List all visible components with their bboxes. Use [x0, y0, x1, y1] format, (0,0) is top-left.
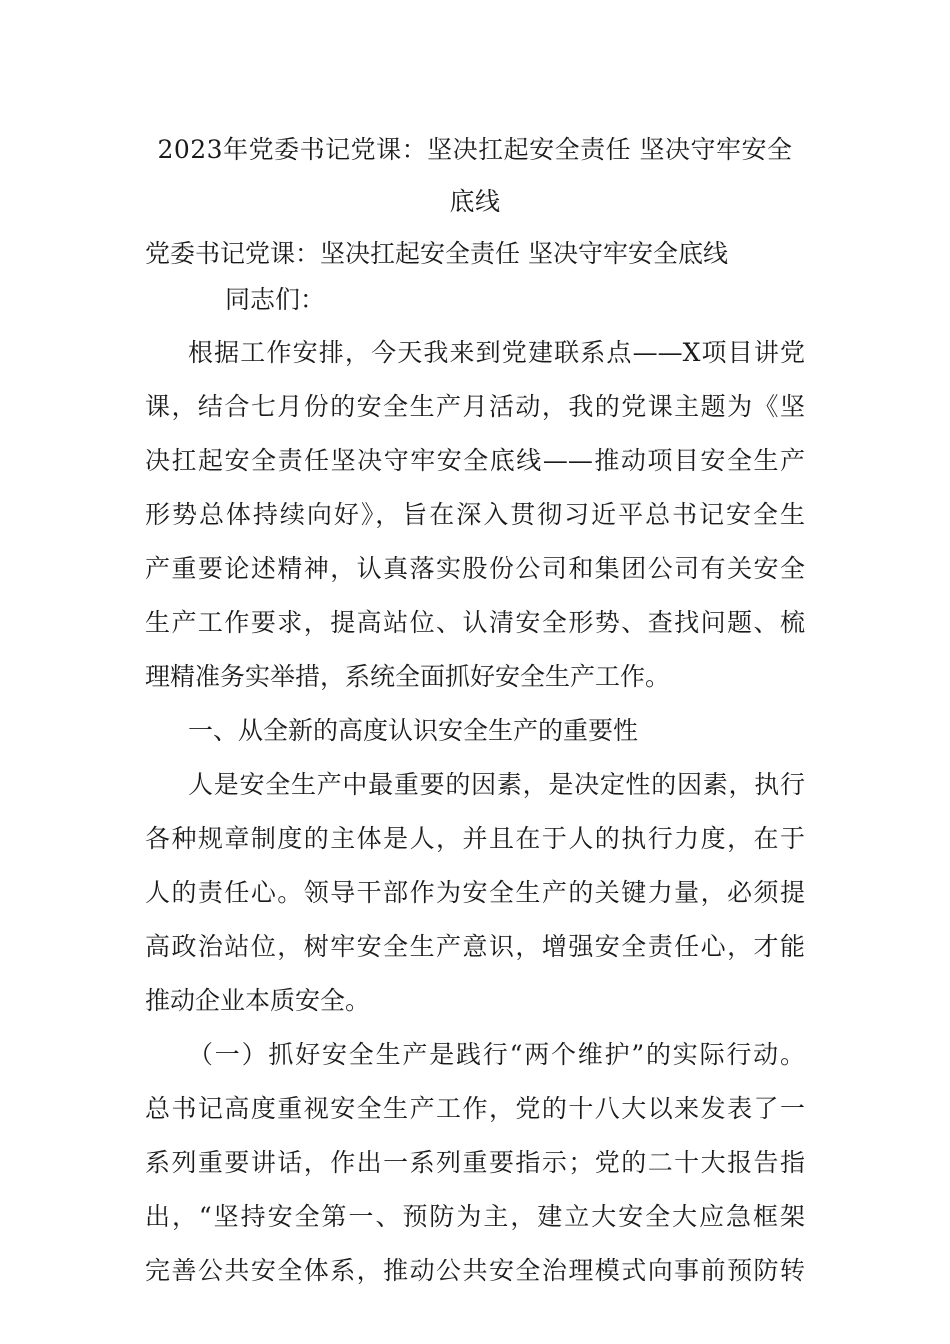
- document-subtitle: 党委书记党课：坚决扛起安全责任 坚决守牢安全底线: [145, 239, 728, 268]
- paragraph-2-line-2: 各种规章制度的主体是人，并且在于人的执行力度，在于: [145, 824, 805, 853]
- paragraph-2-line-3: 人的责任心。领导干部作为安全生产的关键力量，必须提: [145, 878, 805, 907]
- paragraph-3-line-1: （一）抓好安全生产是践行“两个维护”的实际行动。: [188, 1040, 805, 1069]
- paragraph-3-line-5: 完善公共安全体系，推动公共安全治理模式向事前预防转: [145, 1256, 805, 1285]
- paragraph-2-line-5: 推动企业本质安全。: [145, 986, 371, 1015]
- paragraph-1-line-5: 产重要论述精神，认真落实股份公司和集团公司有关安全: [145, 554, 805, 583]
- document-title-line-2: 底线: [449, 187, 501, 216]
- paragraph-1-line-2: 课，结合七月份的安全生产月活动，我的党课主题为《坚: [145, 392, 805, 421]
- paragraph-3-line-4: 出，“坚持安全第一、预防为主，建立大安全大应急框架: [145, 1202, 805, 1231]
- paragraph-3-line-2: 总书记高度重视安全生产工作，党的十八大以来发表了一: [145, 1094, 805, 1123]
- paragraph-3-line-3: 系列重要讲话，作出一系列重要指示；党的二十大报告指: [145, 1148, 805, 1177]
- paragraph-1-line-7: 理精准务实举措，系统全面抓好安全生产工作。: [145, 662, 671, 691]
- section-1-heading: 一、从全新的高度认识安全生产的重要性: [188, 716, 639, 745]
- paragraph-1-line-4: 形势总体持续向好》，旨在深入贯彻习近平总书记安全生: [145, 500, 805, 529]
- paragraph-2-line-4: 高政治站位，树牢安全生产意识，增强安全责任心，才能: [145, 932, 805, 961]
- paragraph-2-line-1: 人是安全生产中最重要的因素，是决定性的因素，执行: [188, 770, 805, 799]
- paragraph-1-line-3: 决扛起安全责任坚决守牢安全底线——推动项目安全生产: [145, 446, 805, 475]
- document-title-line-1: 2023年党委书记党课：坚决扛起安全责任 坚决守牢安全: [157, 135, 793, 164]
- paragraph-1-line-1: 根据工作安排，今天我来到党建联系点——X项目讲党: [188, 338, 805, 367]
- salutation: 同志们：: [225, 285, 326, 314]
- paragraph-1-line-6: 生产工作要求，提高站位、认清安全形势、查找问题、梳: [145, 608, 805, 637]
